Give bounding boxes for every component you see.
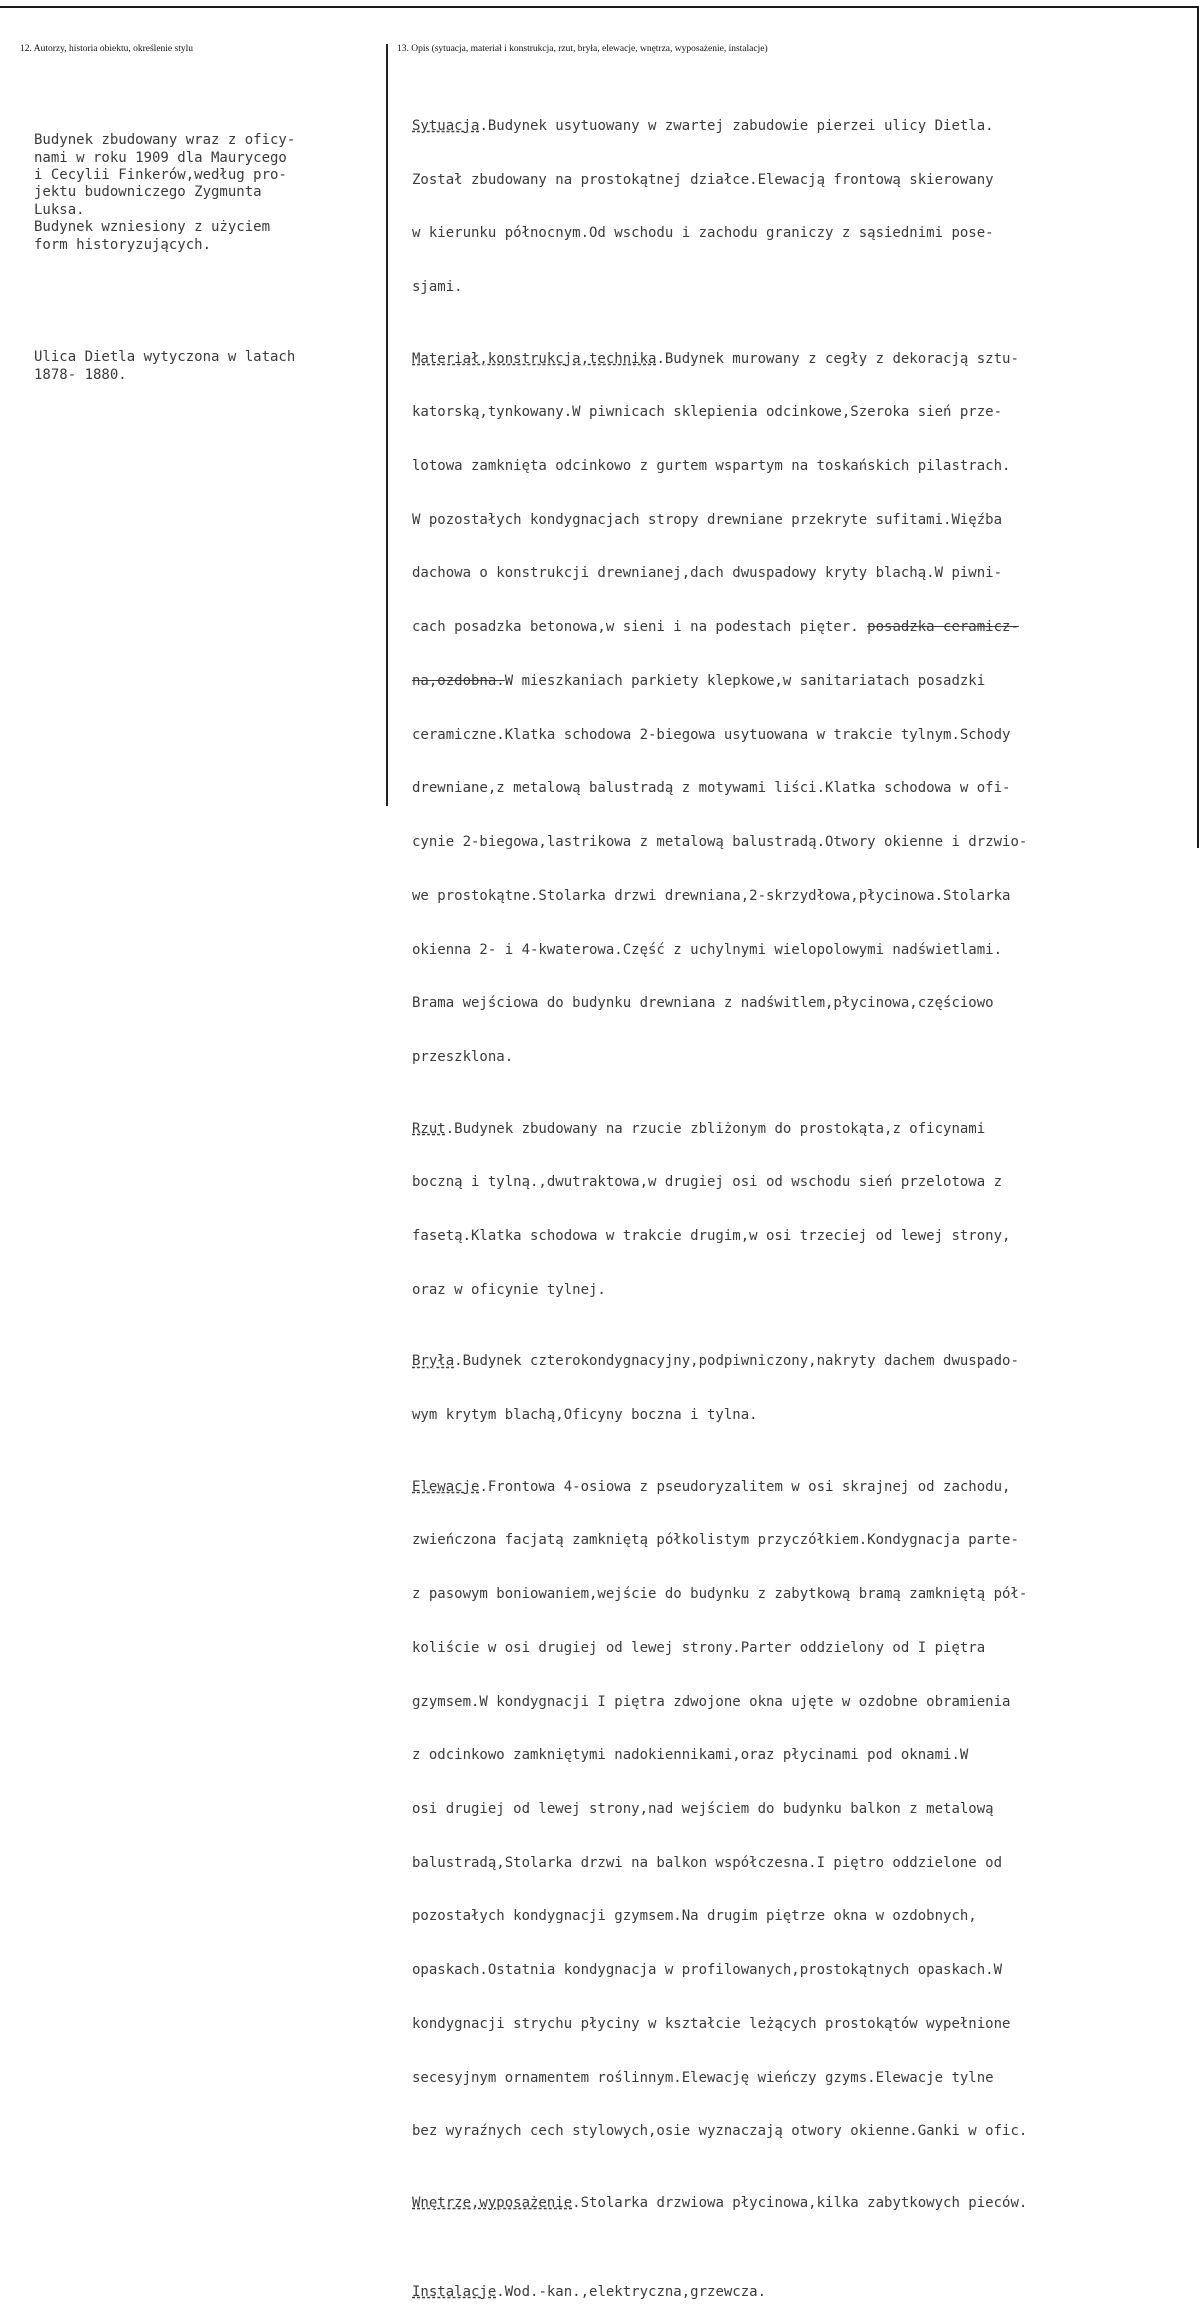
section-heading: Elewacje: [412, 1478, 480, 1495]
text-line: zwieńczona facjatą zamkniętą półkolistym przyczółkiem.Kondygnacja parte-: [412, 1532, 1019, 1549]
text-line: okienna 2- i 4-kwaterowa.Część z uchylnymi wielopolowymi nadświetlami.: [412, 941, 1003, 958]
text-line: bez wyraźnych cech stylowych,osie wyznaczają otwory okienne.Ganki w ofic.: [412, 2123, 1028, 2140]
section-heading: Rzut: [412, 1120, 446, 1137]
text-line: Luksa.: [34, 201, 85, 218]
text-line: z pasowym boniowaniem,wejście do budynku z zabytkową bramą zamkniętą pół-: [412, 1586, 1028, 1603]
history-section: [34, 80, 379, 444]
text-line: gzymsem.W kondygnacji I piętra zdwojone okna ujęte w ozdobne obramienia: [412, 1693, 1011, 1710]
text-line: oraz w oficynie tylnej.: [412, 1281, 606, 1298]
text-line: kondygnacji strychu płyciny w kształcie leżących prostokątów wypełnione: [412, 2015, 1011, 2032]
text-line: osi drugiej od lewej strony,nad wejściem do budynku balkon z metalową: [412, 1801, 994, 1817]
struck-text: posadzka ceramicz-: [867, 619, 1019, 636]
text-line: sjami.: [412, 278, 463, 295]
text-line: pozostałych kondygnacji gzymsem.Na drugim piętrze okna w ozdobnych,: [412, 1908, 977, 1925]
column-divider: [386, 44, 388, 806]
text-line: na,ozdobna.W mieszkaniach parkiety klepkowe,w sanitariatach posadzki: [412, 672, 986, 689]
text-line: Został zbudowany na prostokątnej działce.Elewacją frontową skierowany: [412, 171, 994, 188]
history-paragraph: [34, 115, 379, 289]
text-line: balustradą,Stolarka drzwi na balkon współczesna.I piętro oddzielone od: [412, 1854, 1003, 1871]
bryla-line: Bryła.Budynek czterokondygnacyjny,podpiwniczony,nakryty dachem dwuspado-: [412, 1353, 1019, 1370]
rzut-line: Rzut.Budynek zbudowany na rzucie zbliżonym do prostokąta,z oficynami: [412, 1120, 986, 1137]
text-line: drewniane,z metalową balustradą z motywami liści.Klatka schodowa w ofi-: [412, 780, 1011, 797]
text-line: cynie 2-biegowa,lastrikowa z metalową balustradą.Otwory okienne i drzwio-: [412, 834, 1028, 851]
section-heading: Materiał,konstrukcja,technika: [412, 350, 657, 367]
left-column-header: 12. Autorzy, historia obiektu, określenie stylu: [20, 44, 193, 54]
text-line: katorską,tynkowany.W piwnicach sklepienia odcinkowe,Szeroka sień prze-: [412, 404, 1003, 421]
text-line: z odcinkowo zamkniętymi nadokiennikami,oraz płycinami pod oknami.W: [412, 1747, 969, 1764]
text-line: przeszklona.: [412, 1048, 514, 1065]
text-line: koliście w osi drugiej od lewej strony.Parter oddzielony od I piętra: [412, 1639, 986, 1656]
section-heading: Bryła: [412, 1353, 455, 1370]
text-line: secesyjnym ornamentem roślinnym.Elewację wieńczy gzyms.Elewacje tylne: [412, 2069, 994, 2086]
text-line: form historyzujących.: [34, 236, 212, 253]
page-top-border: [0, 6, 1199, 8]
struck-text: na,ozdobna.: [412, 672, 505, 689]
sytuacja-line: Sytuacja.Budynek usytuowany w zwartej zabudowie pierzei ulicy Dietla.: [412, 117, 994, 134]
instalacje-line: Instalacje.Wod.-kan.,elektryczna,grzewcza.: [412, 2283, 767, 2300]
text-line: 1878- 1880.: [34, 366, 127, 383]
text-line: Ulica Dietla wytyczona w latach: [34, 349, 296, 366]
text-line: boczną i tylną.,dwutraktowa,w drugiej osi od wschodu sień przelotowa z: [412, 1174, 1003, 1191]
text-line: w kierunku północnym.Od wschodu i zachodu graniczy z sąsiednimi pose-: [412, 225, 994, 242]
material-line: Materiał,konstrukcja,technika.Budynek murowany z cegły z dekoracją sztu-: [412, 350, 1019, 367]
text-line: we prostokątne.Stolarka drzwi drewniana,2-skrzydłowa,płycinowa.Stolarka: [412, 887, 1011, 904]
text-line: i Cecylii Finkerów,według pro-: [34, 167, 287, 184]
street-paragraph: [34, 332, 379, 419]
section-heading: Wnętrze,wyposażenie: [412, 2194, 573, 2211]
text-line: Budynek wzniesiony z użyciem: [34, 219, 271, 236]
text-line: Brama wejściowa do budynku drewniana z nadświtlem,płycinowa,częściowo: [412, 995, 994, 1012]
text-line: nami w roku 1909 dla Maurycego: [34, 149, 287, 166]
description-section: [412, 82, 1192, 2319]
text-line: W pozostałych kondygnacjach stropy drewniane przekryte sufitami.Więźba: [412, 511, 1003, 528]
text-line: cach posadzka betonowa,w sieni i na podestach pięter. posadzka ceramicz-: [412, 619, 1019, 636]
text-line: fasetą.Klatka schodowa w trakcie drugim,w osi trzeciej od lewej strony,: [412, 1228, 1011, 1244]
text-line: lotowa zamknięta odcinkowo z gurtem wspartym na toskańskich pilastrach.: [412, 458, 1011, 475]
text-line: opaskach.Ostatnia kondygnacja w profilowanych,prostokątnych opaskach.W: [412, 1962, 1003, 1979]
section-heading: Sytuacja: [412, 117, 480, 134]
text-line: dachowa o konstrukcji drewnianej,dach dwuspadowy kryty blachą.W piwni-: [412, 565, 1003, 582]
wnetrze-line: Wnętrze,wyposażenie.Stolarka drzwiowa płycinowa,kilka zabytkowych pieców.: [412, 2194, 1028, 2211]
text-line: ceramiczne.Klatka schodowa 2-biegowa usytuowana w trakcie tylnym.Schody: [412, 726, 1011, 743]
section-heading: Instalacje: [412, 2283, 497, 2300]
text-line: Budynek zbudowany wraz z oficy-: [34, 132, 296, 149]
elewacje-line: Elewacje.Frontowa 4-osiowa z pseudoryzalitem w osi skrajnej od zachodu,: [412, 1478, 1011, 1495]
text-line: jektu budowniczego Zygmunta: [34, 184, 262, 201]
text-line: wym krytym blachą,Oficyny boczna i tylna.: [412, 1407, 758, 1424]
right-column-header: 13. Opis (sytuacja, materiał i konstrukcja, rzut, bryła, elewacje, wnętrza, wyposażenie, instalacje): [397, 44, 768, 54]
